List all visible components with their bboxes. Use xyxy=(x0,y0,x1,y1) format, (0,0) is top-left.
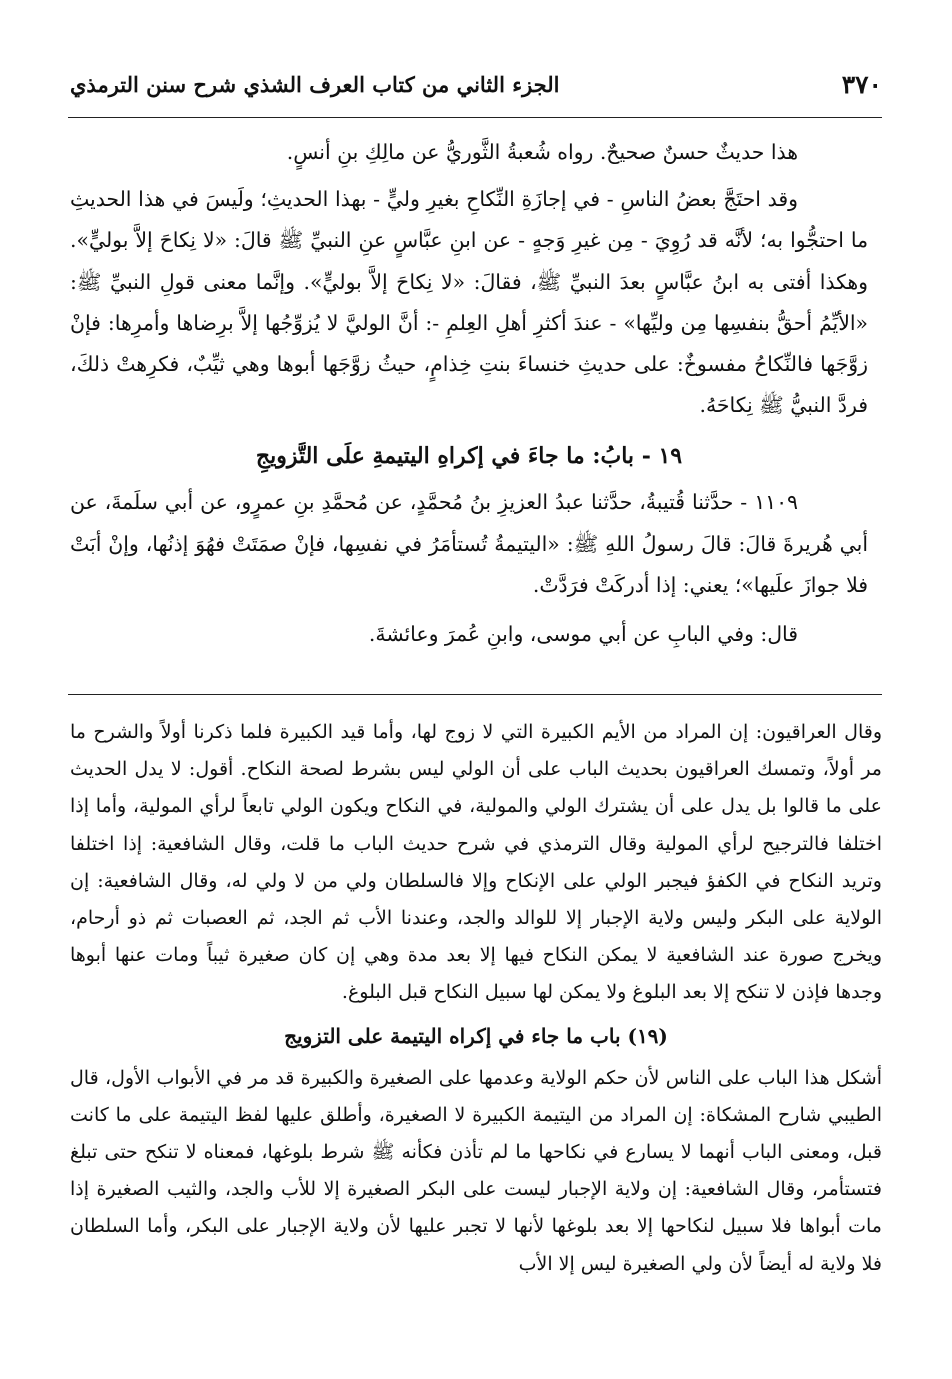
running-title: الجزء الثاني من كتاب العرف الشذي شرح سنن الترمذي xyxy=(70,71,560,97)
main-text xyxy=(70,132,868,655)
commentary xyxy=(70,714,882,1283)
commentary-chapter-heading: (١٩) باب ما جاء في إكراه اليتيمة على التزويج xyxy=(284,1023,668,1048)
chapter-heading: ١٩ - بابُ: ما جاءَ في إكراهِ اليتيمةِ علَى التَّزويجِ xyxy=(255,443,683,470)
page-number: ٣٧٠ xyxy=(841,69,882,99)
running-head xyxy=(70,62,882,106)
main-paragraph-2: وقد احتَجَّ بعضُ الناسِ - في إجازَةِ النِّكاحِ بغيرِ وليٍّ - بهذا الحديثِ؛ ولَيسَ في هذا الحديثِ ما احتجُّوا به؛ لأنَّه قد رُوِيَ - مِن غيرِ وَجهٍ - عن ابنِ عبَّاسٍ عنِ النبيِّ ﷺ قالَ: «لا نِكاحَ إلاَّ بوليٍّ». وهكذا أفتى به ابنُ عبَّاسٍ بعدَ النبيِّ ﷺ، فقالَ: «لا نِكاحَ إلاَّ بوليٍّ». وإنَّما معنى قولِ النبيِّ ﷺ: «الأيِّمُ أحقُّ بنفسِها مِن وليِّها» - عندَ أكثرِ أهلِ العِلمِ -: أنَّ الوليَّ لا يُزوِّجُها إلاَّ برِضاها وأمرِها: فإنْ زوَّجَها فالنِّكاحُ مفسوخٌ: على حديثِ خنساءَ بنتِ خِذامٍ، حيثُ زوَّجَها أبوها وهي ثيِّبٌ، فكرِهتْ ذلكَ، فردَّ النبيُّ ﷺ نِكاحَهُ. xyxy=(70,187,868,418)
qal-paragraph: قال: وفي البابِ عن أبي موسى، وابنِ عُمرَ وعائشةَ. xyxy=(368,622,798,647)
commentary-paragraph-2: أشكل هذا الباب على الناس لأن حكم الولاية وعدمها على الصغيرة والكبيرة قد مر في الأبواب الأول، قال الطيبي شارح المشكاة: إن المراد من اليتيمة الكبيرة لا الصغيرة، وأطلق عليها لفظ اليتيمة على ما كانت قبل، ومعنى الباب أنهما لا يسارع في نكاحها ما لم تأذن فكأنه ﷺ شرط بلوغها، فمعناه لا تنكح حتى تبلغ فتستأمر، وقال الشافعية: إن ولاية الإجبار ليست على البكر الصغيرة إلا للأب والجد، والثيب الصغيرة إذا مات أبواها فلا سبيل لنكاحها إلا بعد بلوغها لأنها لا تجبر عليها لأن ولاية الإجبار على البكر، وأما السلطان فلا ولاية له أيضاً لأن ولي الصغيرة ليس إلا الأب xyxy=(70,1066,882,1275)
hadith-text: ١١٠٩ - حدَّثنا قُتيبةُ، حدَّثنا عبدُ العزيزِ بنُ مُحمَّدٍ، عن مُحمَّدِ بنِ عمرٍو، عن أبي سلَمةَ، عن أبي هُريرةَ قالَ: قالَ رسولُ اللهِ ﷺ: «اليتيمةُ تُستأمَرُ في نفسِها، فإنْ صمَتَتْ فهُوَ إذنُها، وإنْ أبَتْ فلا جوازَ علَيها»؛ يعني: إذا أدركَتْ فرَدَّتْ. xyxy=(70,490,868,597)
commentary-paragraph-1: وقال العراقيون: إن المراد من الأيم الكبيرة التي لا زوج لها، وأما قيد الكبيرة فلما ذكرنا أولاً والشرح ما مر أولاً، وتمسك العراقيون بحديث الباب على أن الولي ليس بشرط لصحة النكاح. أقول: لا يدل الحديث على ما قالوا بل يدل على أن يشترك الولي والمولية، في النكاح ويكون الولي تابعاً لرأي المولية، وأما إذا اختلفا فالترجيح لرأي المولية وقال الترمذي في شرح حديث الباب ما قلت، وقال الشافعية: إذا اختلفا وتريد النكاح في الكفؤ فيجبر الولي على الإنكاح وإلا فالسلطان ولي من لا ولي له، وقال الشافعية: إن الولاية على البكر وليس ولاية الإجبار إلا للوالد والجد، وعندنا الأب ثم الجد، ثم العصبات ثم ذو أرحام، ويخرج صورة عند الشافعية لا يمكن النكاح فيها إلا بعد مدة وهي إن كان صغيرة ثيباً ومات عنها أبوها وجدها فإذن لا تنكح إلا بعد البلوغ ولا يمكن لها سبيل النكاح قبل البلوغ. xyxy=(70,721,882,1004)
commentary-divider xyxy=(68,694,882,695)
main-paragraph-1: هذا حديثٌ حسنٌ صحيحٌ. رواه شُعبةُ الثَّوريُّ عن مالِكِ بنِ أنسٍ. xyxy=(286,140,798,164)
header-rule xyxy=(68,117,882,118)
